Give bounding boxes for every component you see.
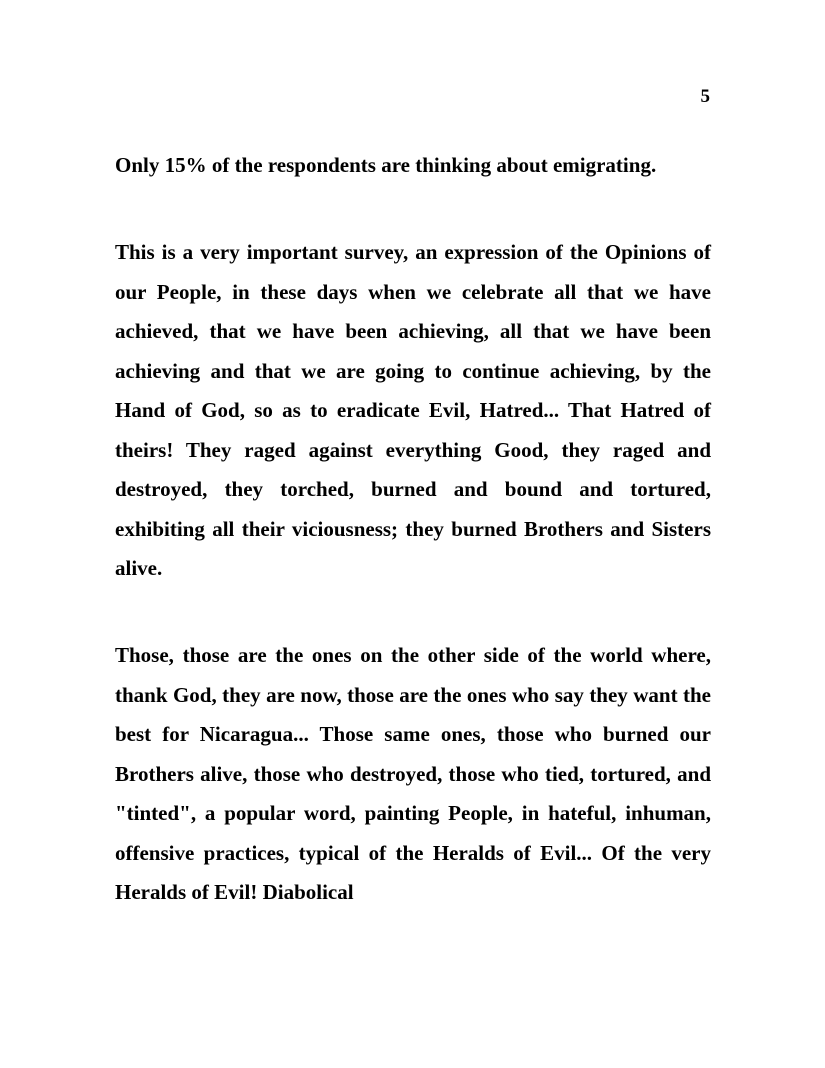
paragraph-those: Those, those are the ones on the other side of the world where, thank God, they are now, those are the ones who say they want the best for Nicaragua... Those same ones, those who burned our Brothers alive, those who destroyed, those who tied, tortured, and "tinted", a popular word, painting People, in hateful, inhuman, offensive practices, typical of the Heralds of Evil... Of the very Heralds of Evil! Diabolical (115, 643, 711, 904)
page-number: 5 (700, 86, 710, 107)
paragraph-survey: This is a very important survey, an expression of the Opinions of our People, in these days when we celebrate all that we have achieved, that we have been achieving, all that we have been achieving and that we are going to continue achieving, by the Hand of God, so as to eradicate Evil, Hatred... That Hatred of theirs! They raged against everything Good, they raged and destroyed, they torched, burned and bound and tortured, exhibiting all their viciousness; they burned Brothers and Sisters alive. (115, 240, 711, 580)
paragraph-emigration: Only 15% of the respondents are thinking about emigrating. (115, 153, 657, 177)
